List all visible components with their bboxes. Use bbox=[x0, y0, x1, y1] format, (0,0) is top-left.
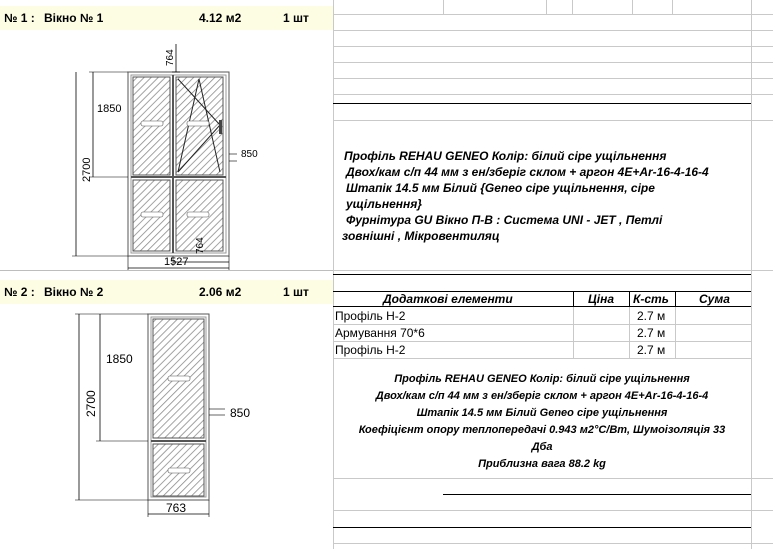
item1-qty: 1 шт bbox=[283, 11, 309, 25]
item2-name: Вікно № 2 bbox=[44, 285, 104, 299]
table-row-qty: 2.7 м bbox=[637, 326, 666, 340]
extras-header-sum: Сума bbox=[699, 292, 730, 306]
grid-row bbox=[333, 46, 773, 47]
item2-area: 2.06 м2 bbox=[199, 285, 242, 299]
item2-dim-width: 763 bbox=[166, 501, 187, 515]
extras-table bbox=[333, 291, 751, 359]
item1-dim-total: 2700 bbox=[81, 157, 93, 182]
item1-description bbox=[342, 148, 747, 244]
item2-dim-total: 2700 bbox=[84, 390, 98, 417]
grid-row bbox=[333, 120, 773, 121]
desc-line: Штапік 14.5 мм Білий Geneo сіре ущільнення bbox=[416, 407, 668, 419]
extras-header-qty: К-сть bbox=[633, 292, 669, 306]
desc-line: Дба bbox=[531, 441, 553, 453]
item1-dim-top: 764 bbox=[165, 49, 176, 66]
table-row-name: Армування 70*6 bbox=[335, 326, 425, 340]
grid-col-a bbox=[443, 0, 444, 14]
item1-number: № 1 : bbox=[4, 11, 35, 25]
desc-line: Профіль REHAU GENEO Колір: білий сіре ущільнення bbox=[344, 149, 667, 163]
desc-line: Профіль REHAU GENEO Колір: білий сіре ущільнення bbox=[394, 373, 690, 385]
table-row-name: Профіль Н-2 bbox=[335, 309, 406, 323]
item1-dim-width: 1527 bbox=[164, 256, 189, 268]
grid-row bbox=[333, 478, 773, 479]
item2-dim-sill: 850 bbox=[230, 406, 251, 420]
table-row-name: Профіль Н-2 bbox=[335, 343, 406, 357]
grid-row bbox=[333, 94, 773, 95]
table-row-qty: 2.7 м bbox=[637, 309, 666, 323]
item1-dim-bottom: 764 bbox=[195, 237, 206, 254]
item2-rule bbox=[443, 494, 751, 495]
item1-name: Вікно № 1 bbox=[44, 11, 104, 25]
item2-rule bbox=[333, 527, 751, 528]
item1-dim-sill: 850 bbox=[241, 149, 258, 160]
grid-col-e bbox=[672, 0, 673, 14]
grid-row bbox=[333, 510, 773, 511]
grid-row bbox=[333, 78, 773, 79]
grid-col-b bbox=[546, 0, 547, 14]
desc-line: Коефіцієнт опору теплопередачі 0.943 м2°C/Вт, Шумоізоляція 33 bbox=[358, 424, 726, 436]
desc-line: Приблизна вага 88.2 kg bbox=[478, 458, 606, 470]
grid-row bbox=[333, 14, 773, 15]
item2-dim-mid: 1850 bbox=[106, 352, 133, 366]
grid-row bbox=[333, 62, 773, 63]
extras-header-element: Додаткові елементи bbox=[383, 292, 513, 306]
desc-line: ущільнення} bbox=[346, 197, 422, 211]
desc-line: Двох/кам с/п 44 мм з ен/зберіг склом + аргон 4E+Ar-16-4-16-4 bbox=[375, 390, 709, 402]
desc-line: Двох/кам с/п 44 мм з ен/зберіг склом + аргон 4E+Ar-16-4-16-4 bbox=[346, 165, 709, 179]
section-divider bbox=[0, 270, 333, 271]
extras-header-price: Ціна bbox=[588, 292, 615, 306]
grid-col-d bbox=[632, 0, 633, 14]
item1-handle bbox=[219, 120, 222, 134]
item2-qty: 1 шт bbox=[283, 285, 309, 299]
item1-drawing bbox=[0, 30, 333, 275]
item2-drawing bbox=[0, 305, 333, 525]
item2-number: № 2 : bbox=[4, 285, 35, 299]
table-row-qty: 2.7 м bbox=[637, 343, 666, 357]
grid-col-c bbox=[572, 0, 573, 14]
item1-dim-mid: 1850 bbox=[97, 103, 122, 115]
desc-line: Штапік 14.5 мм Білий {Geneo сіре ущільнення, сіре bbox=[346, 181, 655, 195]
item1-desc-top-rule bbox=[333, 103, 751, 104]
item1-desc-bottom-rule bbox=[333, 274, 751, 275]
item2-description bbox=[336, 371, 748, 473]
grid-col-right bbox=[751, 0, 752, 549]
item1-area: 4.12 м2 bbox=[199, 11, 242, 25]
desc-line: Фурнітура GU Вікно П-В : Система UNI - JET , Петлі bbox=[346, 213, 663, 227]
desc-line: зовнішні , Мікровентиляц bbox=[342, 229, 500, 243]
grid-row bbox=[333, 543, 773, 544]
grid-row bbox=[333, 30, 773, 31]
grid-row bbox=[333, 270, 773, 271]
